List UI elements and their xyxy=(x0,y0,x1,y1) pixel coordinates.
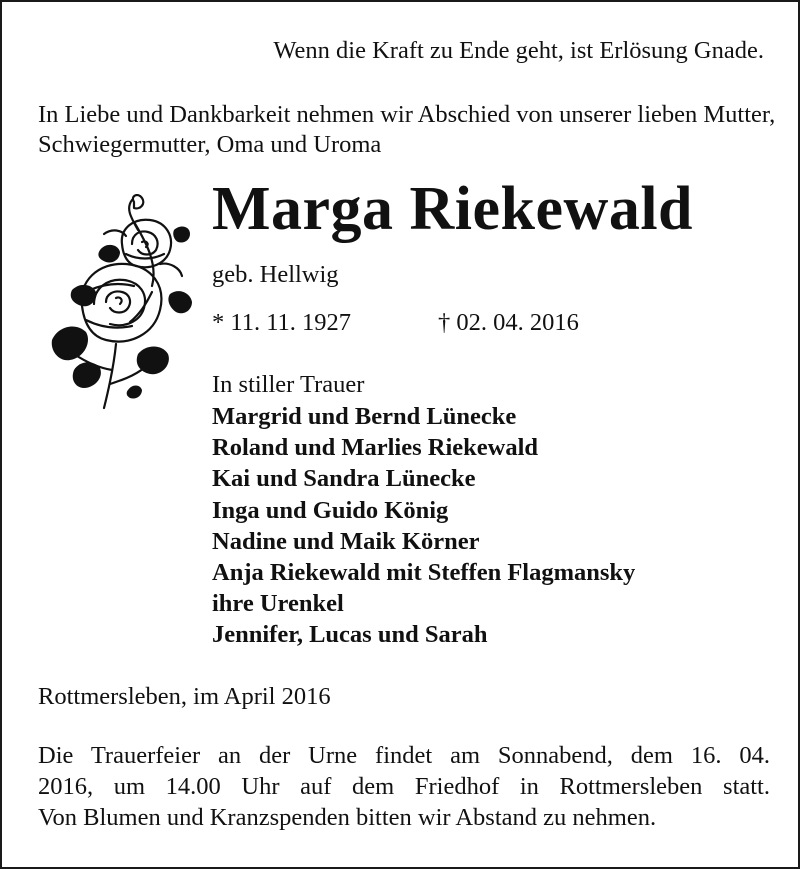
motto: Wenn die Kraft zu Ende geht, ist Erlösung Gnade. xyxy=(273,37,764,64)
funeral-notice-line: Von Blumen und Kranzspenden bitten wir Abstand zu nehmen. xyxy=(38,804,657,831)
birth-name: geb. Hellwig xyxy=(212,261,339,288)
mourners-list xyxy=(212,401,635,651)
birth-date: * 11. 11. 1927 xyxy=(212,309,352,336)
mourner-name: Jennifer, Lucas und Sarah xyxy=(212,621,488,649)
mourner-name: ihre Urenkel xyxy=(212,590,344,618)
death-date: † 02. 04. 2016 xyxy=(438,309,579,336)
funeral-notice xyxy=(38,740,770,833)
place-date: Rottmersleben, im April 2016 xyxy=(38,683,331,710)
funeral-notice-line: Die Trauerfeier an der Urne findet am Sonnabend, dem 16. 04. xyxy=(38,742,770,769)
rose-icon xyxy=(34,194,199,412)
mourning-intro: In stiller Trauer xyxy=(212,371,365,398)
mourner-name: Roland und Marlies Riekewald xyxy=(212,434,539,462)
mourner-name: Margrid und Bernd Lünecke xyxy=(212,403,517,430)
mourner-name: Nadine und Maik Körner xyxy=(212,527,480,555)
intro-text: In Liebe und Dankbarkeit nehmen wir Abschied von unserer lieben Mutter, Schwiegermutter, Oma und Uroma xyxy=(38,101,776,158)
obituary-notice xyxy=(12,12,792,861)
deceased-name: Marga Riekewald xyxy=(212,175,694,243)
mourner-name: Kai und Sandra Lünecke xyxy=(212,465,476,493)
mourner-name: Inga und Guido König xyxy=(212,496,449,524)
funeral-notice-line: 2016, um 14.00 Uhr auf dem Friedhof in Rottmersleben statt. xyxy=(38,773,770,800)
mourner-name: Anja Riekewald mit Steffen Flagmansky xyxy=(212,559,636,587)
